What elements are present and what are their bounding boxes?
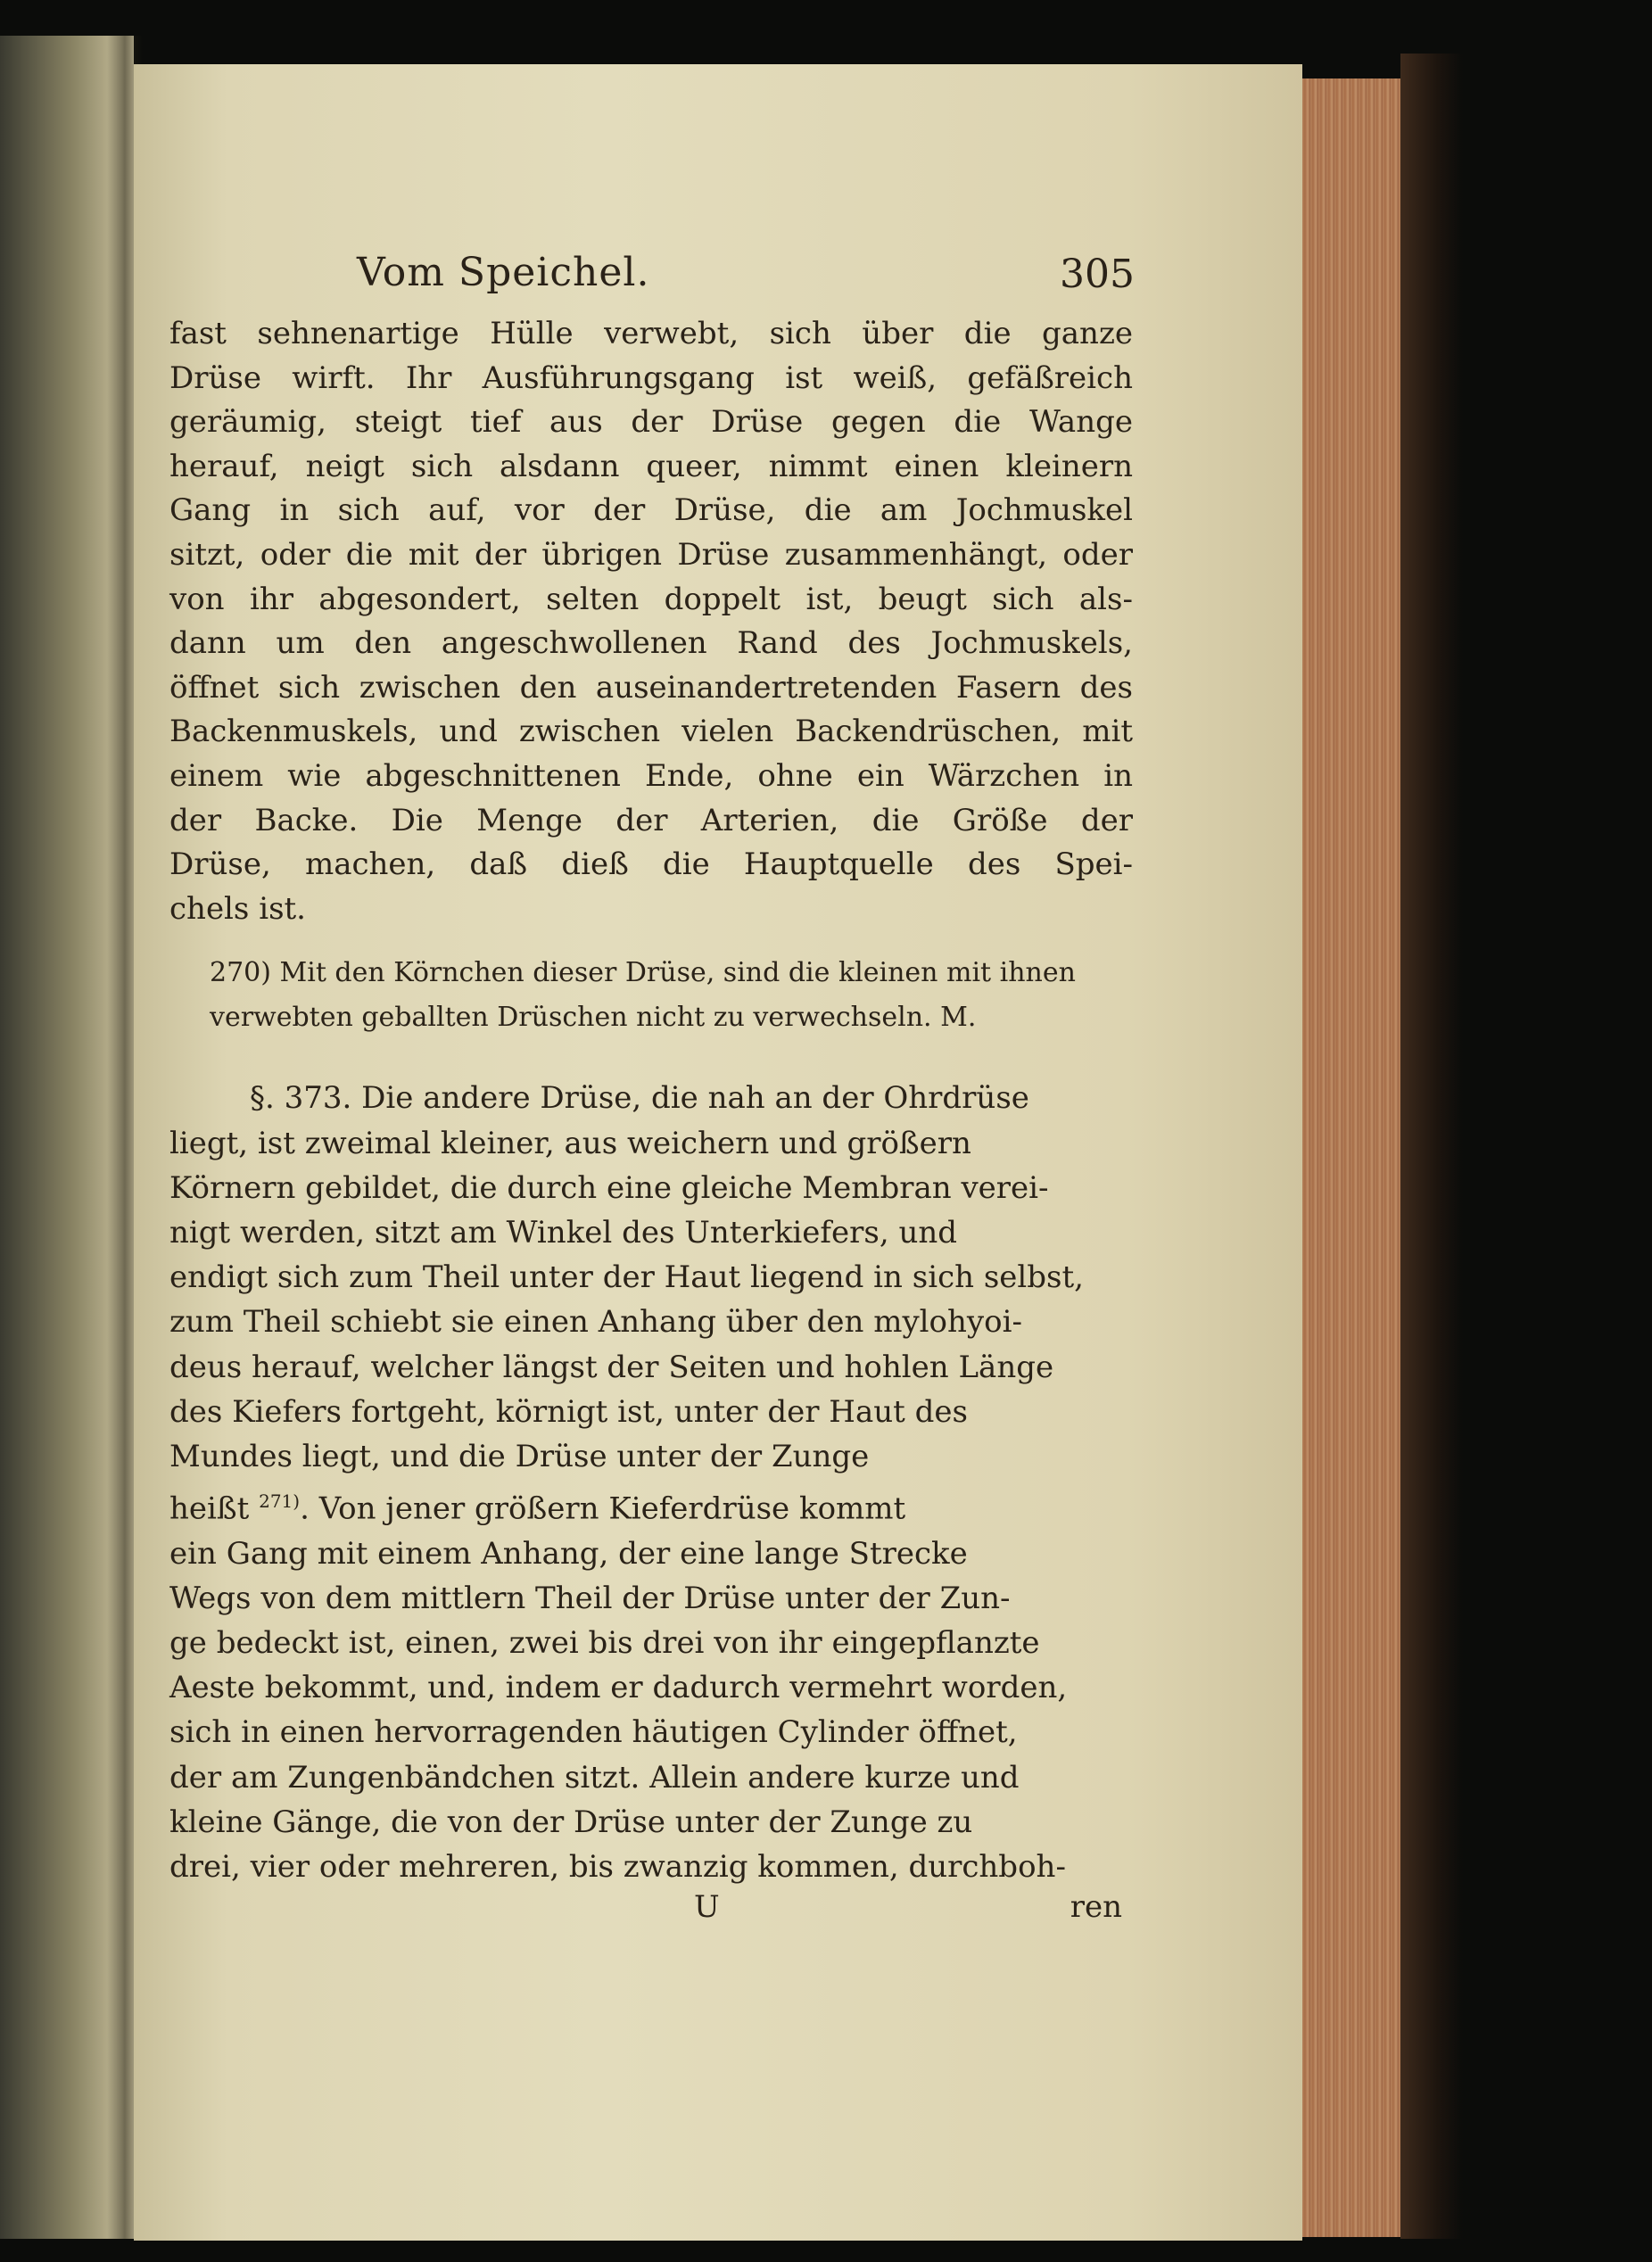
text-fragment: . Von jener größern Kieferdrüse kommt [300,1490,906,1527]
text-line: sitzt, oder die mit der übrigen Drüse zusammenhängt, oder [169,536,1133,573]
text-line: Drüse, machen, daß dieß die Hauptquelle des Spei- [169,846,1133,883]
text-line: zum Theil schiebt sie einen Anhang über den mylohyoi- [169,1304,1022,1341]
page-content [169,250,1133,1934]
footnote-line: verwebten geballten Drüschen nicht zu verwechseln. M. [210,1002,977,1034]
text-line: Gang in sich auf, vor der Drüse, die am Jochmuskel [169,492,1133,529]
catchword: ren [1070,1889,1122,1926]
body-last-line: chels ist. [169,890,306,927]
footnote-line: 270) Mit den Körnchen dieser Drüse, sind die kleinen mit ihnen [210,957,1076,989]
text-line: liegt, ist zweimal kleiner, aus weichern und größern [169,1125,971,1161]
text-line: dann um den angeschwollenen Rand des Jochmuskels, [169,625,1133,662]
text-line: endigt sich zum Theil unter der Haut liegend in sich selbst, [169,1259,1084,1296]
book-cover-edge [1400,54,1463,2239]
footnote-reference: 271) [259,1490,301,1513]
text-line: Wegs von dem mittlern Theil der Drüse unter der Zun- [169,1580,1011,1616]
text-line: drei, vier oder mehreren, bis zwanzig kommen, durchboh- [169,1849,1066,1886]
page-footer [169,1889,1133,1934]
body-paragraph [169,312,1133,887]
text-line: Aeste bekommt, und, indem er dadurch vermehrt worden, [169,1670,1068,1706]
text-line: öffnet sich zwischen den auseinandertretenden Fasern des [169,669,1133,706]
text-line: einem wie abgeschnittenen Ende, ohne ein Wärzchen in [169,757,1133,794]
text-line: fast sehnenartige Hülle verwebt, sich über die ganze [169,316,1133,351]
text-line: deus herauf, welcher längst der Seiten und hohlen Länge [169,1349,1054,1385]
text-line: der am Zungenbändchen sitzt. Allein andere kurze und [169,1759,1020,1796]
text-line: Mundes liegt, und die Drüse unter der Zunge [169,1438,870,1474]
text-line: Drüse wirft. Ihr Ausführungsgang ist weiß, gefäßreich [169,359,1133,396]
text-line: Körnern gebildet, die durch eine gleiche Membran verei- [169,1169,1049,1206]
text-line: ein Gang mit einem Anhang, der eine lange Strecke [169,1535,968,1572]
text-line: kleine Gänge, die von der Drüse unter der Zunge zu [169,1804,973,1840]
page-number: 305 [1060,252,1135,297]
page-block-edge [1302,78,1400,2237]
text-line: nigt werden, sitzt am Winkel des Unterkiefers, und [169,1214,958,1251]
text-line: herauf, neigt sich alsdann queer, nimmt einen kleinern [169,448,1133,484]
section-first-line: §. 373. Die andere Drüse, die nah an der Ohrdrüse [250,1080,1029,1117]
text-line: geräumig, steigt tief aus der Drüse gegen die Wange [169,404,1133,441]
text-line: des Kiefers fortgeht, körnigt ist, unter der Haut des [169,1393,968,1430]
page-header [169,250,1133,303]
text-line: von ihr abgesondert, selten doppelt ist, beugt sich als- [169,581,1133,617]
text-line: der Backe. Die Menge der Arterien, die Größe der [169,802,1133,838]
section-373 [169,1076,1133,1889]
footnote [169,951,1133,1040]
text-line: Backenmuskels, und zwischen vielen Backendrüschen, mit [169,714,1133,750]
text-line-with-note [169,1479,1133,1531]
text-line: ge bedeckt ist, einen, zwei bis drei von ihr eingepflanzte [169,1625,1040,1662]
text-fragment: heißt [169,1490,250,1527]
text-line: sich in einen hervorragenden häutigen Cylinder öffnet, [169,1714,1018,1751]
signature-mark: U [694,1889,720,1926]
running-head: Vom Speichel. [357,250,650,295]
